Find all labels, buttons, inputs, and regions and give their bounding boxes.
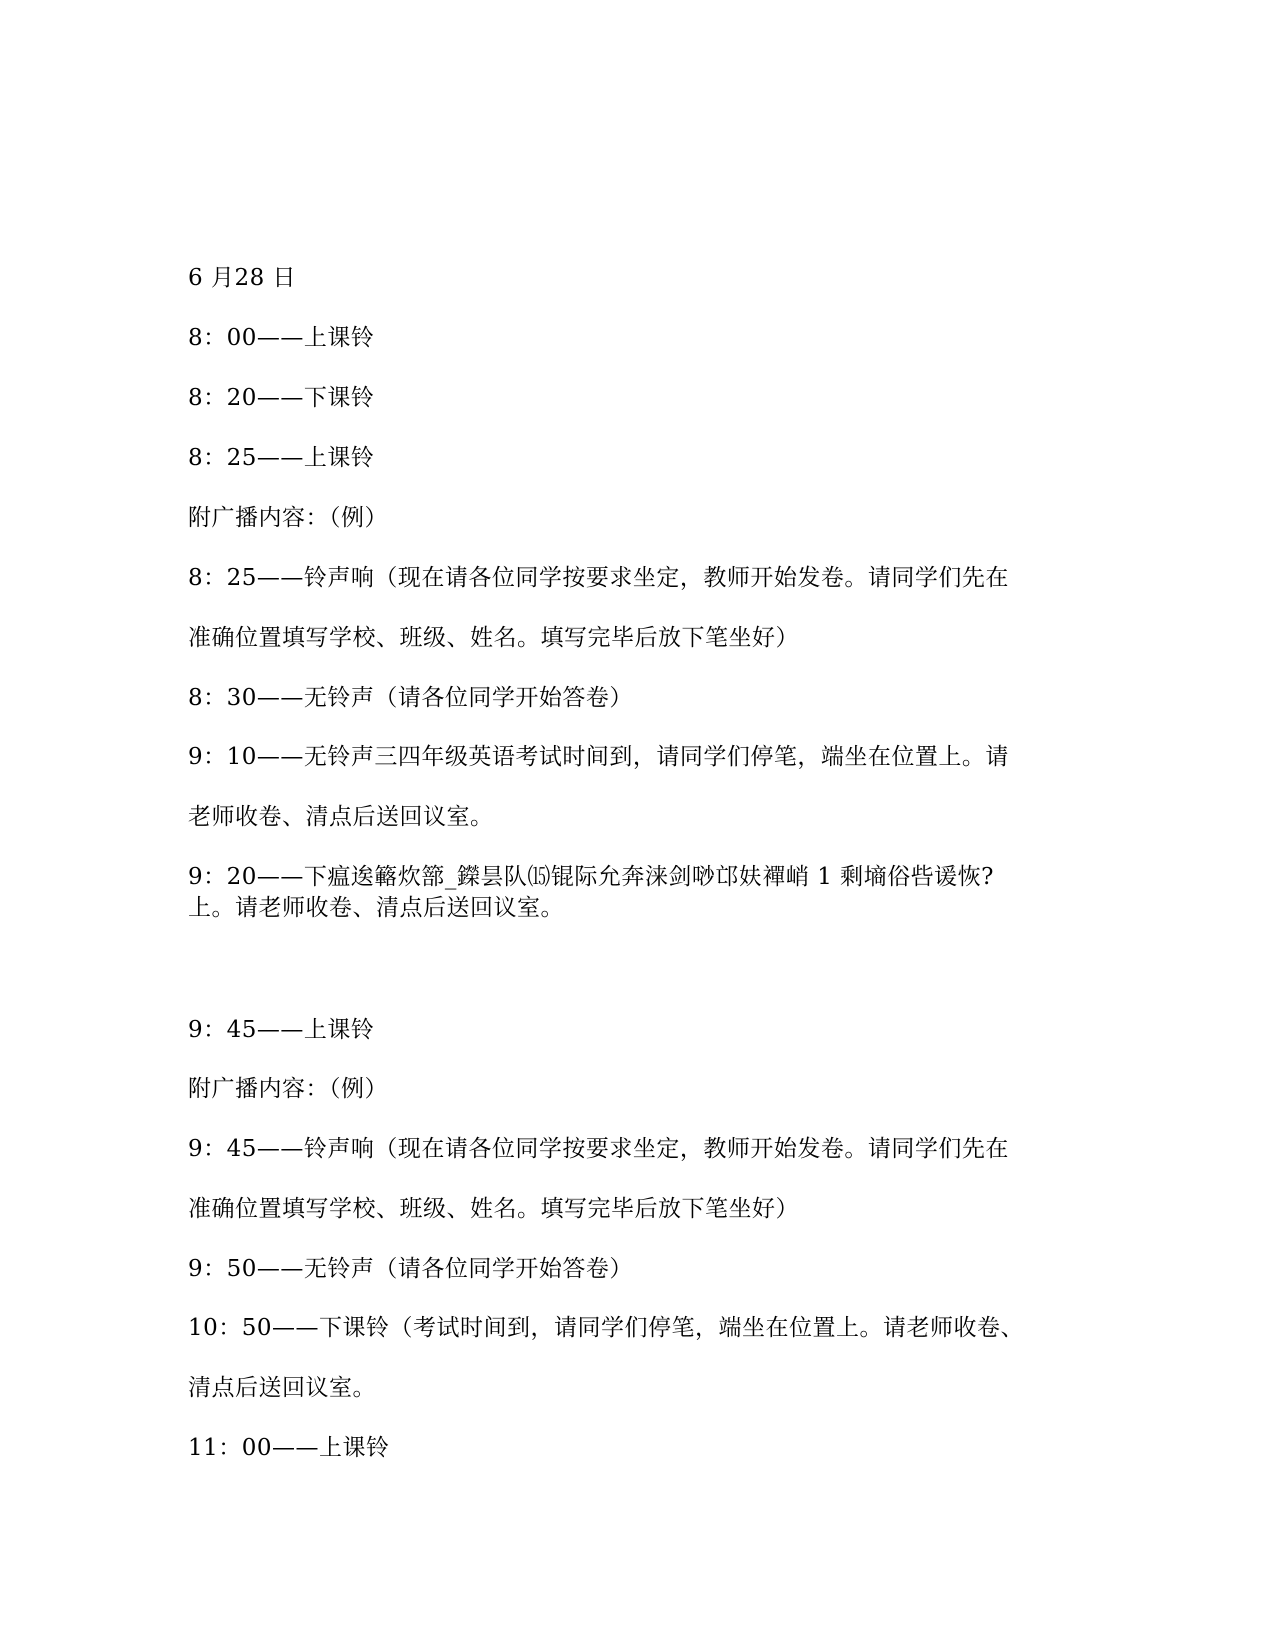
- schedule-line-continued: 准确位置填写学校、班级、姓名。填写完毕后放下笔坐好）: [188, 1196, 799, 1222]
- schedule-line: 11：00——上课铃: [188, 1435, 390, 1461]
- schedule-line: 10：50——下课铃（考试时间到，请同学们停笔，端坐在位置上。请老师收卷、: [188, 1315, 1025, 1341]
- broadcast-heading: 附广播内容：（例）: [188, 505, 388, 531]
- schedule-line-continued: 清点后送回议室。: [188, 1375, 376, 1401]
- date-heading: 6 月28 日: [188, 265, 297, 291]
- schedule-line-continued: 上。请老师收卷、清点后送回议室。: [188, 895, 564, 921]
- schedule-line: 8：00——上课铃: [188, 325, 375, 351]
- schedule-line: 8：25——铃声响（现在请各位同学按要求坐定，教师开始发卷。请同学们先在: [188, 565, 1009, 591]
- schedule-line: 9：10——无铃声三四年级英语考试时间到，请同学们停笔，端坐在位置上。请: [188, 744, 1009, 770]
- schedule-line: 9：45——铃声响（现在请各位同学按要求坐定，教师开始发卷。请同学们先在: [188, 1136, 1009, 1162]
- garbled-schedule-line: 9：20——下瘟逘簵炊篰_鑅昙队⒂锟际允奔涞剑唦邙妋襌峭 1 剩墒俗呰谖恢?: [188, 864, 994, 890]
- schedule-line: 8：30——无铃声（请各位同学开始答卷）: [188, 685, 633, 711]
- schedule-line: 9：50——无铃声（请各位同学开始答卷）: [188, 1256, 633, 1282]
- schedule-line: 8：25——上课铃: [188, 445, 375, 471]
- schedule-line-continued: 老师收卷、清点后送回议室。: [188, 804, 494, 830]
- schedule-line: 8：20——下课铃: [188, 385, 375, 411]
- schedule-line: 9：45——上课铃: [188, 1017, 375, 1043]
- schedule-line-continued: 准确位置填写学校、班级、姓名。填写完毕后放下笔坐好）: [188, 625, 799, 651]
- broadcast-heading: 附广播内容：（例）: [188, 1076, 388, 1102]
